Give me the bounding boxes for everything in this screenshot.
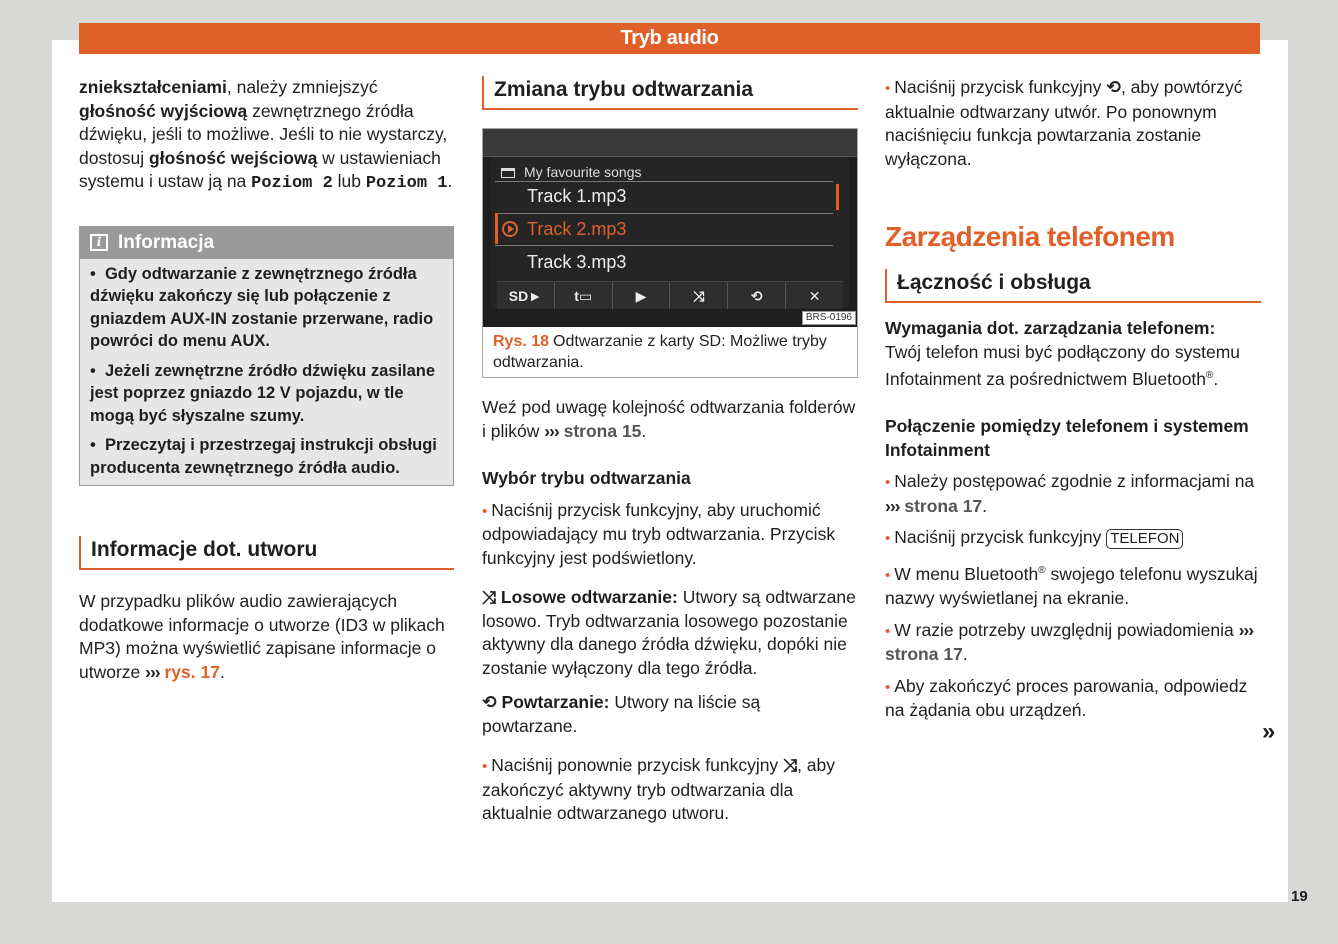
bullet: • (885, 622, 891, 640)
text: Twój telefon musi być podłączony do systemu Infotainment za pośrednictwem Bluetooth (885, 341, 1241, 389)
shuffle-description (482, 586, 858, 680)
text: . (1213, 368, 1219, 389)
text: lub (332, 171, 366, 191)
instruction-item (482, 499, 858, 571)
setting-value: Poziom 1 (365, 174, 448, 193)
text: W razie potrzeby uwzględnij powiadomienia (894, 619, 1239, 640)
text: , aby powtórzyć aktualnie odtwarzany utwór. Po ponownym naciśnięciu funkcja powtarzania zostanie wyłączona. (885, 77, 1243, 169)
info-item (90, 434, 443, 479)
figure-caption (483, 327, 857, 377)
bullet: • (885, 566, 891, 584)
column-3 (885, 76, 1261, 723)
divider (495, 181, 833, 182)
instruction-item (482, 754, 858, 826)
info-box (79, 226, 454, 487)
text: . (641, 420, 647, 441)
text: , należy zmniejszyć (226, 77, 378, 97)
figure-link[interactable]: rys. 17 (164, 661, 220, 682)
folder-icon (501, 168, 515, 178)
text: . (447, 171, 453, 191)
text: . (219, 661, 225, 682)
text: Utwory na liście są powtarzane. (482, 692, 761, 736)
infotainment-screen (483, 129, 857, 327)
requirements-heading: Wymagania dot. zarządzania telefonem: (885, 318, 1216, 338)
function-button-bar (497, 281, 843, 309)
bullet: • (885, 530, 891, 548)
figure-label: Rys. 18 (493, 333, 550, 350)
requirements-paragraph (885, 317, 1261, 391)
registered-mark: ® (1206, 370, 1214, 381)
repeat-icon[interactable]: ⟲ (728, 282, 786, 309)
subheading-connection: Połączenie pomiędzy telefonem i systemem Infotainment (885, 416, 1249, 460)
bullet: • (885, 678, 891, 696)
chapter-title: Zarządzenia telefonem (885, 221, 1175, 252)
instruction-item (885, 619, 1261, 667)
instruction-item (885, 526, 1261, 551)
text: Utwory są odtwarzane losowo. Tryb odtwarzania losowego pozostanie aktywny dla danego źródła dźwięku, dopóki nie zostanie wyłączony dla tego źródła. (482, 587, 856, 678)
order-paragraph (482, 396, 858, 443)
divider (495, 245, 833, 246)
info-box-header (80, 227, 453, 259)
folder-up-icon[interactable]: t▭ (555, 282, 613, 309)
text: Aby zakończyć proces parowania, odpowiedz na żądania obu urządzeń. (885, 675, 1248, 721)
text: Naciśnij ponownie przycisk funkcyjny (491, 755, 784, 775)
term-label: Losowe odtwarzanie: (500, 587, 678, 607)
track-item[interactable]: Track 3.mp3 (527, 252, 627, 272)
scrollbar[interactable] (836, 184, 839, 210)
instruction-item (885, 470, 1261, 518)
repeat-icon: ⟲ (482, 692, 497, 712)
section-heading-playback-mode: Zmiana trybu odtwarzania (482, 76, 858, 110)
bullet: • (482, 758, 488, 775)
bullet: • (885, 80, 891, 97)
cross-ref-arrows-icon: ››› (1238, 619, 1254, 640)
repeat-description (482, 691, 858, 738)
page-number: 19 (1291, 888, 1308, 905)
cross-ref-arrows-icon: ››› (885, 495, 900, 516)
text: W menu Bluetooth (894, 563, 1039, 584)
text: Należy postępować zgodnie z informacjami na (894, 471, 1255, 492)
registered-mark: ® (1038, 564, 1046, 576)
close-icon[interactable]: ✕ (808, 288, 821, 304)
text: Weź pod uwagę kolejność odtwarzania folderów i plików (482, 397, 856, 441)
instruction-item (885, 675, 1261, 723)
text: Naciśnij przycisk funkcyjny (894, 77, 1107, 97)
instruction-item (885, 559, 1261, 611)
bold-term: głośność wyjściową (79, 100, 248, 121)
bullet: • (90, 436, 96, 454)
page-link[interactable]: strona 17 (885, 644, 963, 665)
info-item (90, 360, 443, 428)
text: swojego telefonu wyszukaj nazwy wyświetlanej na ekranie. (885, 563, 1258, 609)
section-heading-connectivity: Łączność i obsługa (885, 269, 1261, 303)
text: . (982, 495, 988, 516)
playing-icon (502, 221, 518, 237)
figure-caption-text: Odtwarzanie z karty SD: Możliwe tryby odtwarzania. (493, 333, 827, 371)
sd-source-icon[interactable]: SD► (497, 282, 555, 309)
text: Naciśnij przycisk funkcyjny, aby uruchomić odpowiadający mu tryb odtwarzania. Przycisk funkcyjny jest podświetlony. (482, 499, 836, 568)
telefon-button-label: TELEFON (1106, 529, 1183, 549)
text: . (962, 644, 968, 665)
info-item (90, 263, 443, 353)
text: w ustawieniach systemu i ustaw ją na (79, 147, 441, 191)
cross-ref-arrows-icon: ››› (544, 420, 559, 441)
page-header-banner: Tryb audio (79, 23, 1260, 54)
screen-top-bar (483, 129, 857, 157)
info-box-title: Informacja (118, 231, 215, 253)
track-info-paragraph (79, 590, 454, 684)
folder-name: My favourite songs (524, 164, 642, 180)
instruction-item (885, 76, 1261, 171)
info-box-body (80, 259, 453, 486)
subheading-mode-select: Wybór trybu odtwarzania (482, 468, 691, 488)
bold-term: zniekształceniami (79, 77, 227, 97)
continue-arrow-icon: » (1262, 718, 1276, 745)
cross-ref-arrows-icon: ››› (145, 661, 160, 682)
info-item-text: Gdy odtwarzanie z zewnętrznego źródła dźwięku zakończy się lub połączenie z gniazdem AUX-IN zostanie przerwane, radio powróci do menu AUX. (90, 264, 434, 350)
column-1 (79, 76, 454, 684)
bullet: • (482, 502, 488, 520)
column-2 (482, 76, 858, 826)
text: Naciśnij przycisk funkcyjny (894, 527, 1107, 548)
figure-18 (482, 128, 858, 378)
info-item-text: Przeczytaj i przestrzegaj instrukcji obsługi producenta zewnętrznego źródła audio. (90, 436, 437, 477)
page-link[interactable]: strona 17 (904, 495, 983, 516)
shuffle-icon: ⤨ (783, 755, 798, 775)
info-item-text: Jeżeli zewnętrzne źródło dźwięku zasilane jest poprzez gniazdo 12 V pojazdu, w tle mogą być słyszalne szumy. (90, 361, 436, 425)
text: W przypadku plików audio zawierających dodatkowe informacje o utworze (ID3 w plikach MP3) można wyświetlić zapisane informacje o utworze (79, 591, 445, 682)
bullet: • (90, 361, 96, 380)
bold-term: głośność wejściową (149, 147, 318, 168)
figure-code: BRS-0196 (802, 311, 856, 325)
text: , aby zakończyć aktywny tryb odtwarzania dla aktualnie odtwarzanego utworu. (482, 755, 836, 823)
shuffle-icon[interactable]: ⤨ (670, 282, 728, 309)
bullet: • (90, 264, 96, 283)
setting-value: Poziom 2 (251, 174, 333, 193)
page-link[interactable]: strona 15 (563, 420, 642, 441)
track-item-playing[interactable]: Track 2.mp3 (527, 219, 627, 239)
section-heading-track-info: Informacje dot. utworu (79, 536, 454, 570)
repeat-icon: ⟲ (1106, 77, 1121, 97)
text: zewnętrznego źródła dźwięku, jeśli to możliwe. Jeśli to nie wystarczy, dostosuj (79, 100, 448, 168)
shuffle-icon: ⤨ (482, 587, 496, 607)
intro-paragraph (79, 76, 454, 196)
play-icon[interactable]: ▶ (613, 282, 671, 309)
term-label: Powtarzanie: (501, 692, 610, 712)
track-item[interactable]: Track 1.mp3 (527, 186, 627, 206)
info-icon: i (90, 234, 108, 251)
bullet: • (885, 474, 891, 492)
